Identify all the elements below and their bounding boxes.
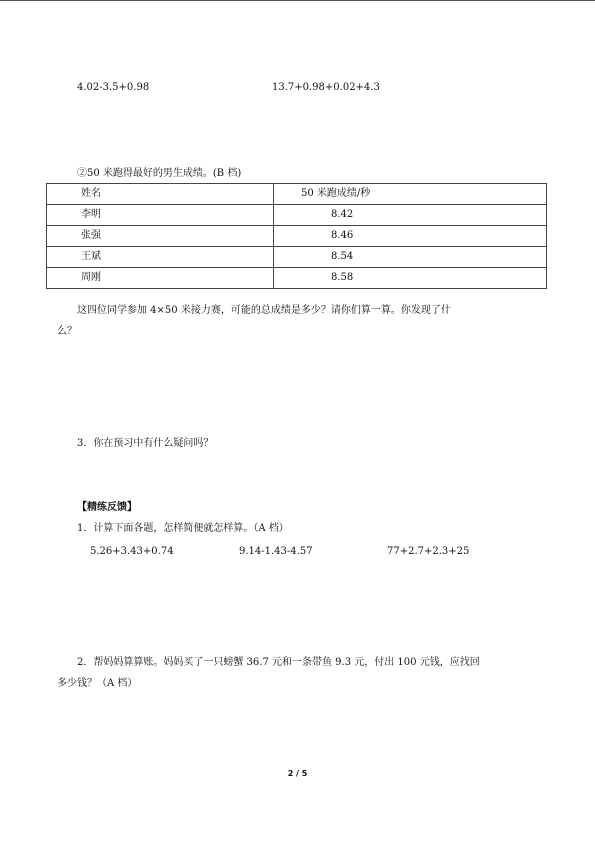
expression-1: 4.02-3.5+0.98 (77, 82, 150, 93)
table-row (47, 226, 547, 247)
student-score: 8.46 (274, 226, 547, 247)
student-name: 李明 (47, 205, 274, 226)
student-name: 张强 (47, 226, 274, 247)
student-name: 周刚 (47, 268, 274, 289)
student-score: 8.42 (274, 205, 547, 226)
relay-question-line2: 么？ (57, 326, 77, 337)
table-header-row (47, 184, 547, 205)
feedback-title: 【精练反馈】 (77, 502, 137, 513)
header-name: 姓名 (47, 184, 274, 205)
feedback-item-1: 1．计算下面各题，怎样简便就怎样算。（A 档） (77, 523, 289, 534)
student-name: 王斌 (47, 247, 274, 268)
page-number: 2 / 5 (287, 769, 308, 778)
student-score: 8.54 (274, 247, 547, 268)
table-row (47, 247, 547, 268)
feedback-expression-2: 9.14-1.43-4.57 (239, 546, 313, 557)
feedback-item-2-line2: 多少钱？（A 档） (57, 678, 138, 689)
table-row (47, 268, 547, 289)
section-heading-running: ②50 米跑得最好的男生成绩。(B 档) (77, 168, 242, 179)
feedback-item-2-line1: 2．帮妈妈算算账。妈妈买了一只螃蟹 36.7 元和一条带鱼 9.3 元，付出 100 元钱，应找回 (77, 657, 480, 668)
expression-2: 13.7+0.98+0.02+4.3 (272, 82, 380, 93)
header-score: 50 米跑成绩/秒 (274, 184, 547, 205)
feedback-expression-3: 77+2.7+2.3+25 (387, 546, 470, 557)
table-row (47, 205, 547, 226)
running-scores-table (46, 183, 547, 289)
feedback-expression-1: 5.26+3.43+0.74 (90, 546, 174, 557)
question-3: 3．你在预习中有什么疑问吗？ (77, 438, 214, 449)
student-score: 8.58 (274, 268, 547, 289)
page-top-border (0, 0, 595, 1)
relay-question-line1: 这四位同学参加 4×50 米接力赛，可能的总成绩是多少？请你们算一算。你发现了什 (77, 305, 451, 316)
